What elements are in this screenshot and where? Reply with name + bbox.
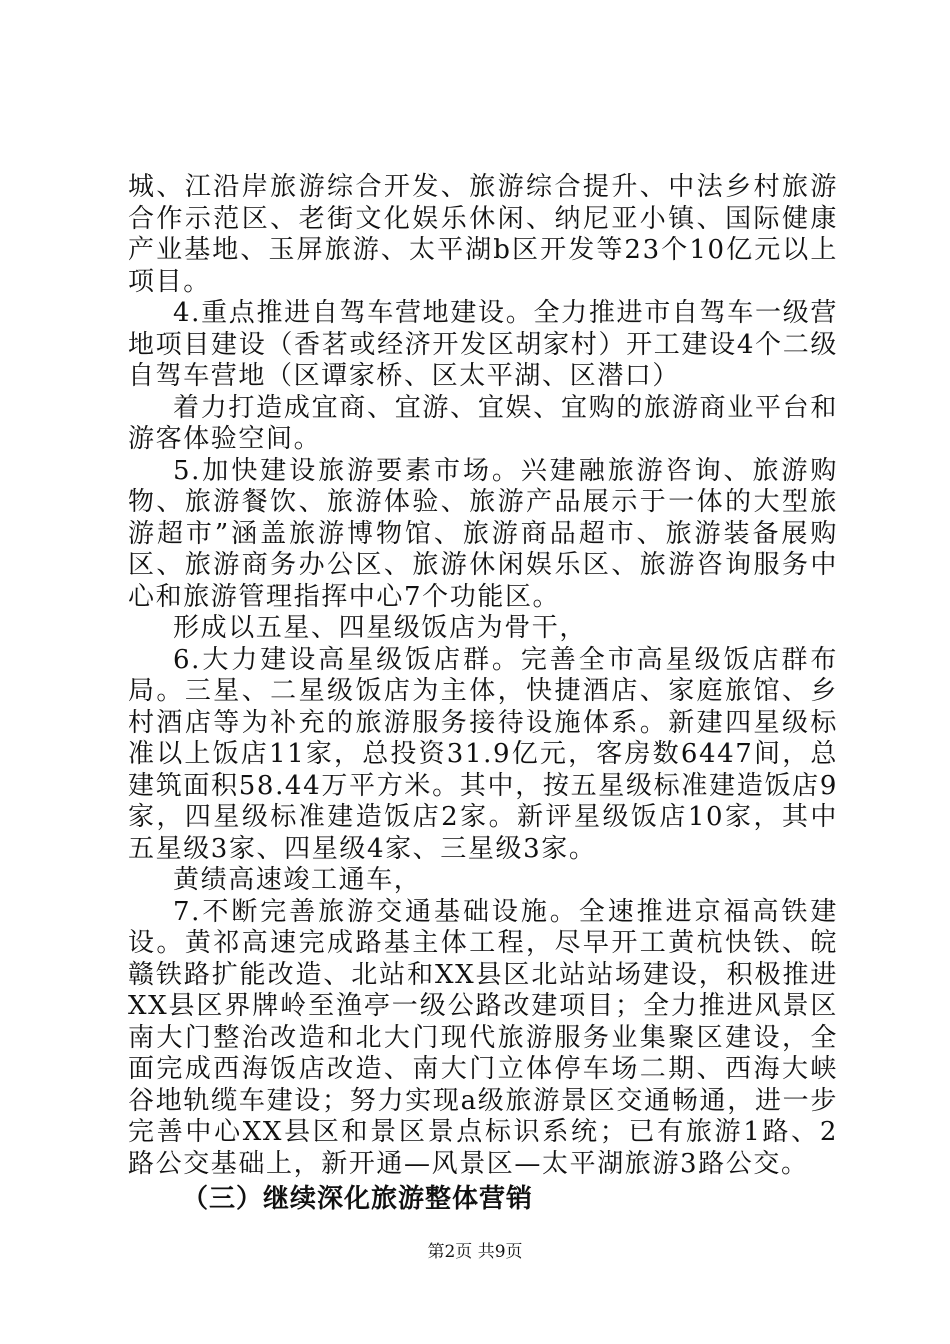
paragraph-commerce-platform: 着力打造成宜商、宜游、宜娱、宜购的旅游商业平台和游客体验空间。 <box>128 392 838 454</box>
paragraph-project-list: 城、江沿岸旅游综合开发、旅游综合提升、中法乡村旅游合作示范区、老街文化娱乐休闲、纳尼亚小镇、国际健康产业基地、玉屏旅游、太平湖b区开发等23个10亿元以上项目。 <box>128 172 838 297</box>
paragraph-transport-infrastructure: 7.不断完善旅游交通基础设施。全速推进京福高铁建设。黄祁高速完成路基主体工程，尽早开工黄杭快铁、皖赣铁路扩能改造、北站和XX县区北站站场建设，积极推进XX县区界牌岭至渔亭一级公路改建项目；全力推进风景区南大门整治改造和北大门现代旅游服务业集聚区建设，全面完成西海饭店改造、南大门立体停车场二期、西海大峡谷地轨缆车建设；努力实现a级旅游景区交通畅通，进一步完善中心XX县区和景区景点标识系统；已有旅游1路、2路公交基础上，新开通—风景区—太平湖旅游3路公交。 <box>128 896 838 1179</box>
paragraph-rv-camp: 4.重点推进自驾车营地建设。全力推进市自驾车一级营地项目建设（香茗或经济开发区胡家村）开工建设4个二级自驾车营地（区谭家桥、区太平湖、区潜口） <box>128 298 838 391</box>
paragraph-highway-opening: 黄绩高速竣工通车， <box>173 865 422 895</box>
page-footer: 第2页 共9页 <box>427 1242 523 1262</box>
paragraph-star-hotels: 6.大力建设高星级饭店群。完善全市高星级饭店群布局。三星、二星级饭店为主体，快捷酒店、家庭旅馆、乡村酒店等为补充的旅游服务接待设施体系。新建四星级标准以上饭店11家，总投资31.9亿元，客房数6447间，总建筑面积58.44万平方米。其中，按五星级标准建造饭店9家，四星级标准建造饭店2家。新评星级饭店10家，其中五星级3家、四星级4家、三星级3家。 <box>128 644 838 864</box>
paragraph-tourism-market: 5.加快建设旅游要素市场。兴建融旅游咨询、旅游购物、旅游餐饮、旅游体验、旅游产品展示于一体的大型旅游超市”涵盖旅游博物馆、旅游商品超市、旅游装备展购区、旅游商务办公区、旅游休闲娱乐区、旅游咨询服务中心和旅游管理指挥中心7个功能区。 <box>128 455 838 612</box>
paragraph-star-hotels-intro: 形成以五星、四星级饭店为骨干， <box>173 613 588 643</box>
document-body <box>128 172 838 1216</box>
section-heading: （三）继续深化旅游整体营销 <box>182 1184 534 1214</box>
